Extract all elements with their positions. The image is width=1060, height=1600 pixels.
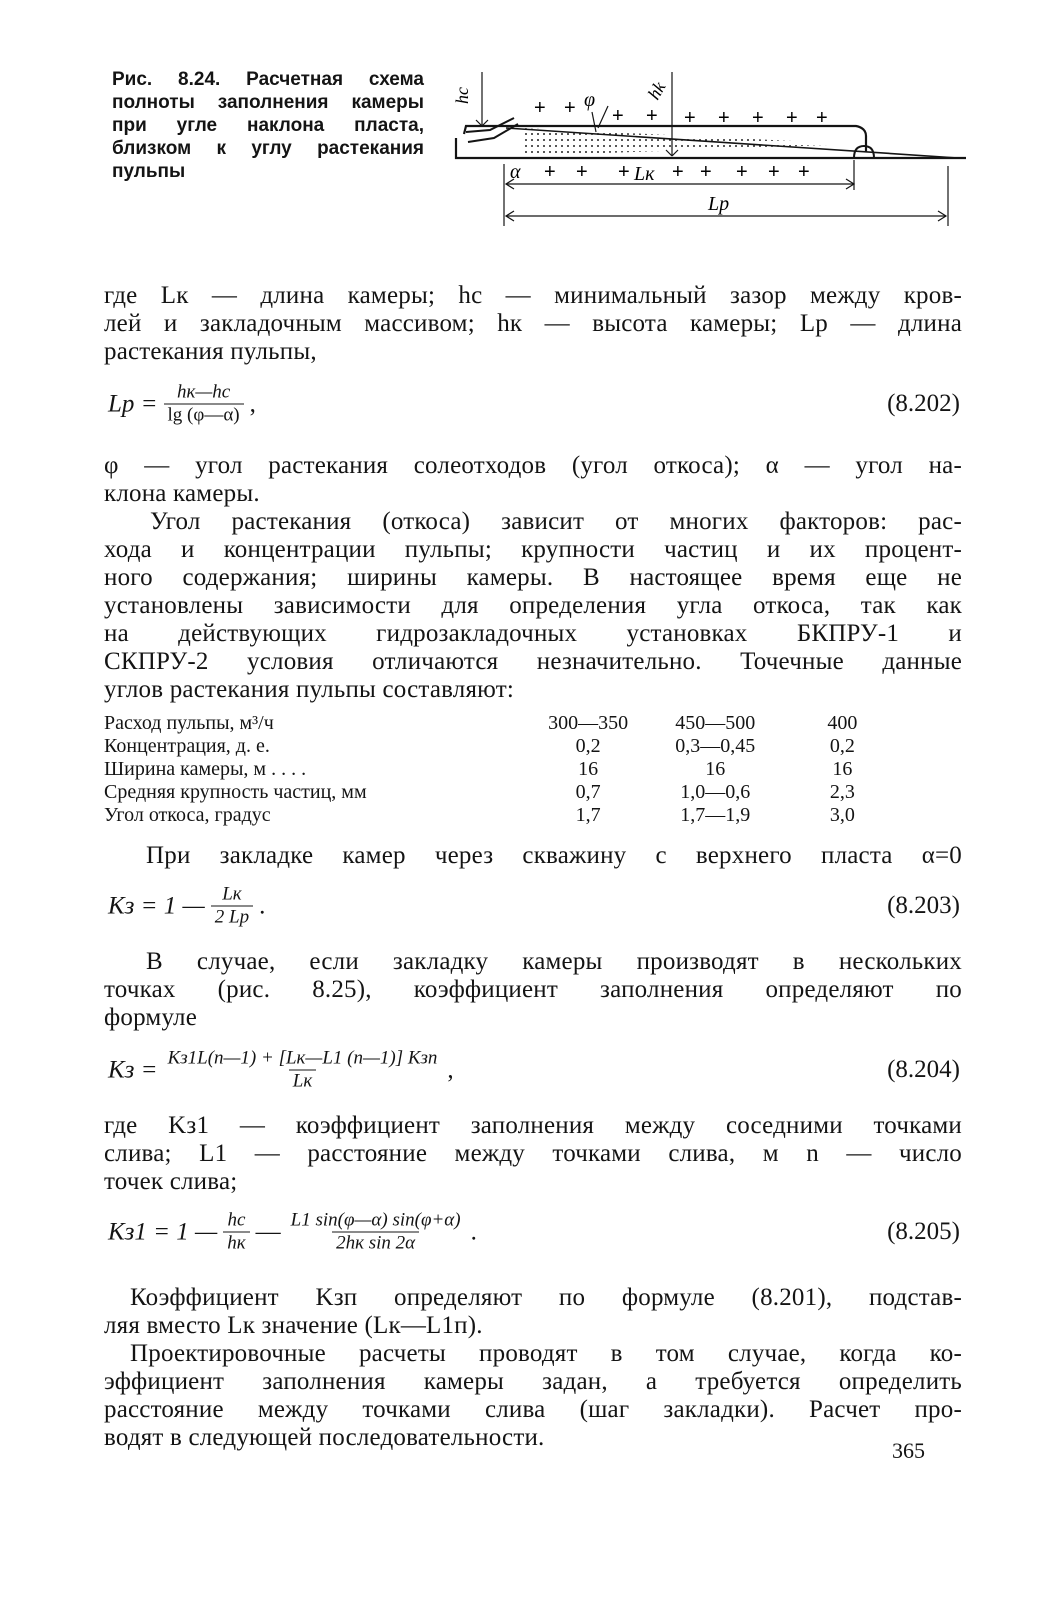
text-line: установлены зависимости для определения угла откоса, так как (104, 592, 962, 619)
svg-text:+: + (718, 107, 730, 129)
text-line: СКПРУ-2 условия отличаются незначительно. Точечные данные (104, 648, 962, 675)
paragraph-multiple-points (104, 948, 962, 1032)
cell: 1,7—1,9 (680, 804, 751, 826)
eq-lhs: Kз1 = 1 — (108, 1218, 218, 1245)
cell: 300—350 (548, 712, 629, 734)
svg-text:+: + (534, 97, 546, 119)
cell: 3,0 (829, 804, 855, 826)
cell: 1,0—0,6 (680, 781, 751, 803)
svg-text:+: + (564, 97, 576, 119)
svg-text:+: + (798, 161, 810, 183)
pipe (466, 118, 518, 142)
cell: 400 (827, 712, 858, 734)
equation-8-203 (108, 876, 960, 936)
label-hk: hk (643, 78, 670, 103)
caption-line: близком к углу растекания (112, 138, 424, 159)
figure-caption (112, 68, 424, 183)
text-line: где Kз1 — коэффициент заполнения между соседними точками (104, 1112, 962, 1139)
svg-text:+: + (786, 107, 798, 129)
plus-marks-top (534, 97, 828, 129)
cell: 1,7 (575, 804, 601, 826)
svg-text:+: + (752, 107, 764, 129)
row-label: Угол откоса, градус (104, 804, 271, 826)
text-line: В случае, если закладку камеры производят в нескольких (146, 948, 962, 975)
svg-text:+: + (612, 105, 624, 127)
equation-number: (8.205) (887, 1218, 960, 1245)
cell: 2,3 (829, 781, 855, 803)
row-label: Средняя крупность частиц, мм (104, 781, 367, 803)
cell: 16 (578, 758, 599, 780)
text-line: точек слива; (104, 1168, 238, 1195)
eq-denominator: 2 Lр (211, 906, 253, 929)
svg-text:+: + (816, 107, 828, 129)
text-line: При закладке камер через скважину с верхнего пласта α=0 (146, 842, 962, 869)
svg-text:+: + (672, 161, 684, 183)
label-Lk: Lк (634, 163, 655, 185)
text-line: углов растекания пульпы составляют: (104, 676, 514, 703)
caption-line: Рис. 8.24. Расчетная схема (112, 69, 424, 90)
table-row (104, 781, 906, 804)
row-label: Концентрация, д. е. (104, 735, 270, 757)
svg-text:+: + (768, 161, 780, 183)
paragraph-alpha-zero (104, 842, 962, 870)
page-number: 365 (892, 1438, 925, 1463)
text-line: Угол растекания (откоса) зависит от многих факторов: рас- (150, 508, 962, 535)
equation-number: (8.202) (887, 390, 960, 417)
text-line: φ — угол растекания солеотходов (угол откоса); α — угол на- (104, 452, 962, 479)
table-row (104, 804, 906, 827)
eq-numerator: hс (227, 1209, 246, 1231)
paragraph-kz1-definitions (104, 1112, 962, 1196)
paragraph-factors (104, 508, 962, 704)
eq-tail: . (470, 1218, 477, 1245)
text-line: водят в следующей последовательности. (104, 1424, 545, 1451)
table-row (104, 735, 906, 758)
eq-denominator: hк (223, 1232, 249, 1255)
cell: 16 (832, 758, 853, 780)
caption-line: полноты заполнения камеры (112, 92, 424, 113)
eq-minus: — (255, 1218, 281, 1245)
text-line: эффициент заполнения камеры задан, а требуется определить (104, 1368, 962, 1395)
text-line: ляя вместо Lк значение (Lк—L1п). (104, 1312, 483, 1339)
text-line: Коэффициент Kзп определяют по формуле (8.201), подстав- (130, 1284, 962, 1311)
table-row (104, 712, 906, 735)
slope-data-table (104, 712, 906, 827)
cell: 0,3—0,45 (675, 735, 756, 757)
svg-text:+: + (684, 107, 696, 129)
text-line: расстояние между точками слива (шаг закладки). Расчет про- (104, 1396, 962, 1423)
paragraph-angles (104, 452, 962, 508)
text-line: хода и концентрации пульпы; крупности частиц и их процент- (104, 536, 962, 563)
equation-8-204 (108, 1040, 960, 1100)
eq-denominator: lg (φ—α) (164, 404, 244, 427)
equation-8-202 (108, 374, 960, 434)
cell: 0,7 (575, 781, 601, 803)
eq-lhs: Kз = 1 — (108, 892, 205, 919)
cell: 16 (705, 758, 726, 780)
text-line: слива; L1 — расстояние между точками слива, м n — число (104, 1140, 962, 1167)
svg-text:+: + (576, 161, 588, 183)
label-hc: hc (452, 87, 472, 104)
eq-tail: . (259, 892, 266, 919)
paragraph-definitions (104, 282, 962, 366)
eq-tail: , (249, 390, 256, 417)
text-line: ного содержания; ширины камеры. В настоящее время еще не (104, 564, 962, 591)
svg-text:+: + (700, 161, 712, 183)
eq-numerator: Lк (222, 883, 242, 905)
svg-text:+: + (618, 161, 630, 183)
eq-numerator: Kз1L(n—1) + [Lк—L1 (n—1)] Kзп (167, 1047, 438, 1069)
equation-8-205 (108, 1202, 960, 1262)
text-line: где Lк — длина камеры; hс — минимальный зазор между кров- (104, 282, 962, 309)
cell: 0,2 (575, 735, 601, 757)
text-line: клона камеры. (104, 480, 260, 507)
paragraph-design-calculations (104, 1340, 962, 1452)
text-line: точках (рис. 8.25), коэффициент заполнения определяют по (104, 976, 962, 1003)
eq-numerator: hк—hс (176, 381, 231, 403)
eq-lhs: Kз = (108, 1056, 158, 1083)
caption-line: пульпы (112, 161, 186, 182)
equation-number: (8.203) (887, 892, 960, 919)
eq-numerator: L1 sin(φ—α) sin(φ+α) (290, 1209, 461, 1231)
text-line: растекания пульпы, (104, 338, 317, 365)
svg-text:+: + (544, 161, 556, 183)
text-line: лей и закладочным массивом; hк — высота камеры; Lр — длина (104, 310, 962, 337)
table-row (104, 758, 906, 781)
eq-denominator: 2hк sin 2α (332, 1232, 419, 1255)
cell: 0,2 (829, 735, 855, 757)
svg-text:+: + (646, 105, 658, 127)
eq-lhs: Lр = (108, 390, 158, 417)
caption-line: при угле наклона пласта, (112, 115, 424, 136)
eq-denominator: Lк (289, 1070, 316, 1093)
plus-marks-bottom (544, 161, 810, 183)
chamber-filling-diagram (446, 66, 966, 232)
text-line: Проектировочные расчеты проводят в том случае, когда ко- (130, 1340, 962, 1367)
text-line: на действующих гидрозакладочных установках БКПРУ-1 и (104, 620, 962, 647)
paragraph-kzp (104, 1284, 962, 1340)
row-label: Расход пульпы, м³/ч (104, 712, 274, 734)
eq-tail: , (447, 1056, 454, 1083)
svg-text:+: + (736, 161, 748, 183)
label-alpha: α (510, 161, 521, 183)
label-phi: φ (584, 89, 596, 111)
equation-number: (8.204) (887, 1056, 960, 1083)
row-label: Ширина камеры, м . . . . (104, 758, 307, 780)
cell: 450—500 (675, 712, 756, 734)
text-line: формуле (104, 1004, 198, 1031)
label-Lp: Lр (708, 193, 730, 215)
